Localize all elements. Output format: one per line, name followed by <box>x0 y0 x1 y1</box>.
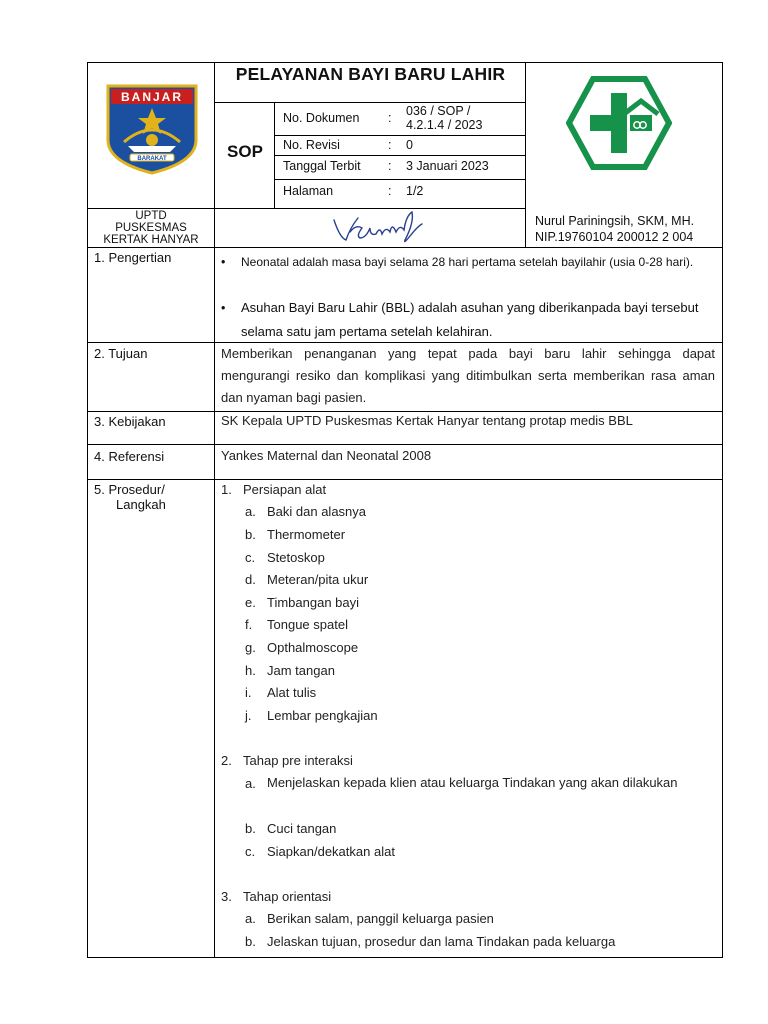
sop-label: SOP <box>227 142 263 161</box>
meta-divider-3 <box>274 179 525 180</box>
puskesmas-logo <box>566 76 672 170</box>
org-name <box>88 210 214 246</box>
row-divider-tujuan <box>87 411 723 412</box>
section-label-referensi: 4. Referensi <box>94 449 165 464</box>
document-title: PELAYANAN BAYI BARU LAHIR <box>235 64 506 84</box>
pengertian-bullet-text: Asuhan Bayi Baru Lahir (BBL) adalah asuhan yang diberikanpada bayi tersebut selama satu jam pertama setelah kelahiran. <box>241 300 699 339</box>
right-logo-divider <box>525 62 526 247</box>
title-divider <box>214 102 525 103</box>
section-label-prosedur <box>94 482 166 512</box>
pengertian-bullet-text: Neonatal adalah masa bayi selama 28 hari pertama setelah bayilahir (usia 0-28 hari). <box>241 255 694 269</box>
meta-colon: : <box>388 159 392 173</box>
header-bottom-divider <box>87 208 525 209</box>
regency-shield-logo <box>104 82 200 176</box>
prosedur-label-line-1: 5. Prosedur/ <box>94 482 165 497</box>
handwritten-signature-icon <box>330 208 426 248</box>
section-label-kebijakan: 3. Kebijakan <box>94 414 166 429</box>
bullet-icon: • <box>221 301 226 315</box>
meta-colon: : <box>388 138 392 152</box>
meta-value-no-dokumen: 036 / SOP / 4.2.1.4 / 2023 <box>406 104 483 132</box>
regency-logo-label: BANJAR <box>120 90 184 104</box>
org-line-1: UPTD <box>135 210 167 222</box>
meta-label-no-dokumen: No. Dokumen <box>283 111 360 125</box>
document-table-frame <box>87 62 723 958</box>
section-label-pengertian: 1. Pengertian <box>94 250 172 265</box>
meta-value-no-revisi: 0 <box>406 138 413 152</box>
referensi-text: Yankes Maternal dan Neonatal 2008 <box>221 448 432 463</box>
prosedur-label-line-2: Langkah <box>116 497 166 512</box>
meta-divider-2 <box>274 155 525 156</box>
tujuan-text: Memberikan penanganan yang tepat pada bayi baru lahir sehingga dapat mengurangi resiko dan komplikasi yang ditimbulkan serta memberikan rasa aman dan nyaman bagi pasien. <box>221 346 715 405</box>
section-label-tujuan: 2. Tujuan <box>94 346 148 361</box>
kebijakan-text: SK Kepala UPTD Puskesmas Kertak Hanyar tentang protap medis BBL <box>221 413 633 428</box>
meta-colon: : <box>388 111 392 125</box>
meta-value-halaman: 1/2 <box>406 184 424 198</box>
meta-label-tanggal-terbit: Tanggal Terbit <box>283 159 361 173</box>
row-divider-referensi <box>87 479 723 480</box>
meta-label-no-revisi: No. Revisi <box>283 138 340 152</box>
regency-logo-motto: BARAKAT <box>137 156 167 162</box>
signer-block <box>535 213 694 245</box>
row-divider-kebijakan <box>87 444 723 445</box>
org-line-2: PUSKESMAS <box>115 222 187 234</box>
signer-name: Nurul Pariningsih, SKM, MH. <box>535 214 695 228</box>
meta-value-tanggal-terbit: 3 Januari 2023 <box>406 159 489 173</box>
meta-label-halaman: Halaman <box>283 184 334 198</box>
org-line-3: KERTAK HANYAR <box>103 234 199 246</box>
meta-divider-1 <box>274 135 525 136</box>
left-column-divider <box>214 62 215 958</box>
signer-nip: NIP.19760104 200012 2 004 <box>535 230 694 244</box>
sop-document-page: BANJAR BARAKAT PELAYANAN BAYI BARU LAHIR SOP No. Dokumen : 036 / SOP / 4.2.1.4 / 2023 No. Revisi : 0 Tanggal Terbit : 3 Januari 2023 Halaman : 1/2 UPTD PUSKESMAS KERTAK HANYAR Nurul Pariningsih, SKM, MH. NIP.19760104 200012 2 004 1. Pengertian • Neonatal adalah masa bayi selama 28 hari pertama setelah bayilahir (usia 0-28 hari). • Asuhan Bayi Baru Lahir (BBL) adalah asuhan yang diberikanpada bayi tersebut selama satu jam pertama setelah kelahiran. 2. Tujuan Memberikan penanganan yang tepat pada bayi baru lahir sehingga dapat mengurangi resiko dan komplikasi yang ditimbulkan serta memberikan rasa aman dan nyaman bagi pasien. 3. Kebijakan SK Kepala UPTD Puskesmas Kertak Hanyar tentang protap medis BBL 4. Referensi Yankes Maternal dan Neonatal 2008 5. Prosedur/ Langkah 1. Persiapan alat a. Baki dan alasnya b. Thermometer c. Stetoskop d. Meteran/pita ukur e. Timbangan bayi f. Tongue spatel g. Opthalmoscope h. Jam tangan i. Alat tulis j. Lembar pengkajian 2. Tahap pre interaksi a. Menjelaskan kepada klien atau keluarga Tindakan yang akan dilakukan b. Cuci tangan c. Siapkan/dekatkan alat 3. Tahap orientasi a. Berikan salam, panggil keluarga pasien b. Jelaskan tujuan, prosedur dan lama Tindakan pada keluarga <box>0 0 768 1024</box>
bullet-icon: • <box>221 255 226 269</box>
meta-colon: : <box>388 184 392 198</box>
